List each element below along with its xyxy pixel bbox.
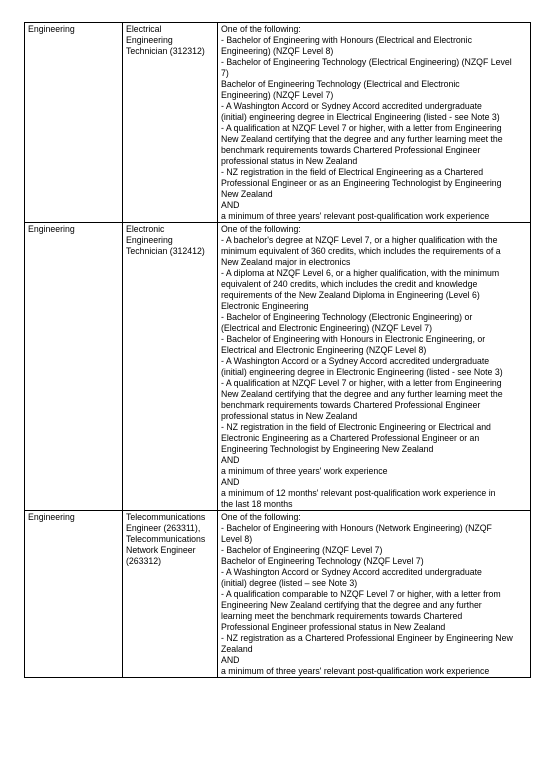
requirement-line: Electronic Engineering as a Chartered Professional Engineer or an bbox=[221, 433, 480, 443]
requirement-line: AND bbox=[221, 655, 240, 665]
requirement-line: - A Washington Accord or Sydney Accord accredited undergraduate bbox=[221, 101, 482, 111]
sector-cell bbox=[25, 23, 123, 223]
requirement-line: benchmark requirements towards Chartered Professional Engineer bbox=[221, 145, 481, 155]
requirement-line: - Bachelor of Engineering with Honours (Network Engineering) (NZQF bbox=[221, 523, 492, 533]
requirement-line: learning meet the benchmark requirements towards Chartered bbox=[221, 611, 463, 621]
requirement-line: New Zealand certifying that the degree and any further learning meet the bbox=[221, 389, 503, 399]
occupation-line: Technician (312412) bbox=[126, 246, 205, 256]
sector-text: Engineering bbox=[28, 224, 75, 234]
requirement-line: Engineering Technologist by Engineering New Zealand bbox=[221, 444, 434, 454]
requirement-line: - NZ registration as a Chartered Professional Engineer by Engineering New bbox=[221, 633, 513, 643]
occupation-cell bbox=[123, 511, 218, 678]
occupation-cell bbox=[123, 223, 218, 511]
requirement-line: a minimum of three years' relevant post-qualification work experience bbox=[221, 666, 490, 676]
table-row bbox=[25, 23, 531, 223]
requirement-line: New Zealand bbox=[221, 189, 273, 199]
requirement-line: minimum equivalent of 360 credits, which includes the requirements of a bbox=[221, 246, 501, 256]
requirement-line: a minimum of three years' work experience bbox=[221, 466, 388, 476]
requirement-line: Electrical and Electronic Engineering (NZQF Level 8) bbox=[221, 345, 427, 355]
requirement-line: Engineering New Zealand certifying that the degree and any further bbox=[221, 600, 482, 610]
requirement-line: (initial) engineering degree in Electronic Engineering (listed - see Note 3) bbox=[221, 367, 503, 377]
occupation-line: Technician (312312) bbox=[126, 46, 205, 56]
requirements-cell bbox=[218, 23, 531, 223]
requirement-line: - NZ registration in the field of Electronic Engineering or Electrical and bbox=[221, 422, 491, 432]
occupation-line: Network Engineer bbox=[126, 545, 196, 555]
requirement-line: Bachelor of Engineering Technology (NZQF Level 7) bbox=[221, 556, 424, 566]
sector-cell bbox=[25, 511, 123, 678]
occupation-line: Engineer (263311), bbox=[126, 523, 201, 533]
requirements-cell bbox=[218, 511, 531, 678]
requirement-line: Zealand bbox=[221, 644, 253, 654]
requirement-line: - A qualification comparable to NZQF Level 7 or higher, with a letter from bbox=[221, 589, 501, 599]
requirements-table bbox=[24, 22, 531, 678]
requirement-line: Level 8) bbox=[221, 534, 253, 544]
occupation-line: Telecommunications bbox=[126, 512, 206, 522]
requirement-line: Bachelor of Engineering Technology (Electrical and Electronic bbox=[221, 79, 460, 89]
requirement-line: - NZ registration in the field of Electrical Engineering as a Chartered bbox=[221, 167, 484, 177]
requirement-line: a minimum of three years' relevant post-qualification work experience bbox=[221, 211, 490, 221]
occupation-line: Electrical bbox=[126, 24, 162, 34]
requirement-line: Engineering) (NZQF Level 8) bbox=[221, 46, 334, 56]
occupation-line: Electronic bbox=[126, 224, 165, 234]
requirement-line: (Electrical and Electronic Engineering) (NZQF Level 7) bbox=[221, 323, 433, 333]
requirements-cell bbox=[218, 223, 531, 511]
requirement-line: 7) bbox=[221, 68, 229, 78]
requirement-line: (initial) degree (listed – see Note 3) bbox=[221, 578, 358, 588]
sector-cell bbox=[25, 223, 123, 511]
sector-text: Engineering bbox=[28, 24, 75, 34]
requirement-line: One of the following: bbox=[221, 512, 301, 522]
requirement-line: requirements of the New Zealand Diploma in Engineering (Level 6) bbox=[221, 290, 480, 300]
occupation-line: (263312) bbox=[126, 556, 162, 566]
requirement-line: Electronic Engineering bbox=[221, 301, 309, 311]
table-row bbox=[25, 511, 531, 678]
requirement-line: the last 18 months bbox=[221, 499, 293, 509]
requirement-line: - Bachelor of Engineering with Honours in Electronic Engineering, or bbox=[221, 334, 486, 344]
requirement-line: AND bbox=[221, 455, 240, 465]
requirement-line: - A diploma at NZQF Level 6, or a higher qualification, with the minimum bbox=[221, 268, 500, 278]
requirement-line: AND bbox=[221, 200, 240, 210]
requirement-line: - A Washington Accord or a Sydney Accord accredited undergraduate bbox=[221, 356, 490, 366]
requirement-line: Engineering) (NZQF Level 7) bbox=[221, 90, 334, 100]
requirement-line: - Bachelor of Engineering Technology (Electronic Engineering) or bbox=[221, 312, 473, 322]
occupation-line: Engineering bbox=[126, 235, 173, 245]
requirement-line: - Bachelor of Engineering Technology (Electrical Engineering) (NZQF Level bbox=[221, 57, 512, 67]
requirement-line: New Zealand certifying that the degree and any further learning meet the bbox=[221, 134, 503, 144]
requirement-line: equivalent of 240 credits, which includes the credit and knowledge bbox=[221, 279, 478, 289]
requirement-line: - Bachelor of Engineering (NZQF Level 7) bbox=[221, 545, 383, 555]
requirement-line: AND bbox=[221, 477, 240, 487]
occupation-line: Engineering bbox=[126, 35, 173, 45]
table-row bbox=[25, 223, 531, 511]
requirement-line: - Bachelor of Engineering with Honours (Electrical and Electronic bbox=[221, 35, 472, 45]
requirement-line: - A Washington Accord or Sydney Accord accredited undergraduate bbox=[221, 567, 482, 577]
requirement-line: - A qualification at NZQF Level 7 or higher, with a letter from Engineering bbox=[221, 378, 502, 388]
requirement-line: One of the following: bbox=[221, 24, 301, 34]
requirement-line: professional status in New Zealand bbox=[221, 156, 358, 166]
requirement-line: a minimum of 12 months' relevant post-qualification work experience in bbox=[221, 488, 496, 498]
requirement-line: Professional Engineer or as an Engineering Technologist by Engineering bbox=[221, 178, 502, 188]
requirement-line: New Zealand major in electronics bbox=[221, 257, 351, 267]
requirement-line: One of the following: bbox=[221, 224, 301, 234]
sector-text: Engineering bbox=[28, 512, 75, 522]
requirement-line: benchmark requirements towards Chartered Professional Engineer bbox=[221, 400, 481, 410]
requirement-line: - A bachelor's degree at NZQF Level 7, or a higher qualification with the bbox=[221, 235, 498, 245]
occupation-line: Telecommunications bbox=[126, 534, 206, 544]
occupation-cell bbox=[123, 23, 218, 223]
requirement-line: - A qualification at NZQF Level 7 or higher, with a letter from Engineering bbox=[221, 123, 502, 133]
requirement-line: (initial) engineering degree in Electrical Engineering (listed - see Note 3) bbox=[221, 112, 500, 122]
requirements-table-body bbox=[25, 23, 531, 678]
requirement-line: Professional Engineer professional status in New Zealand bbox=[221, 622, 446, 632]
requirement-line: professional status in New Zealand bbox=[221, 411, 358, 421]
document-page bbox=[24, 22, 530, 678]
